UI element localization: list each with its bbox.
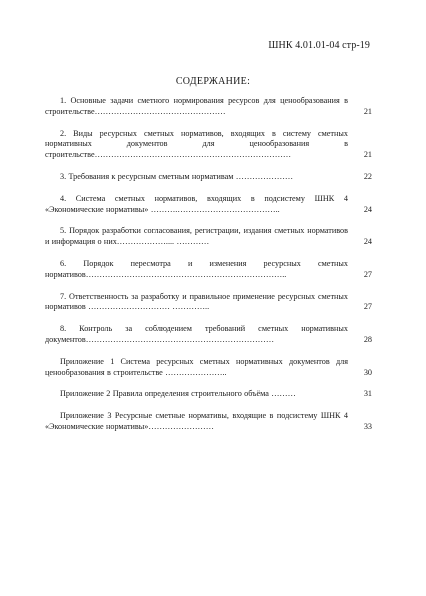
toc-entry-text: 8. Контроль за соблюдением требований сметных нормативных документов…………………………………………………………… bbox=[45, 324, 348, 344]
toc-title: СОДЕРЖАНИЕ: bbox=[175, 76, 251, 87]
toc-entry-appendix-1 bbox=[45, 357, 372, 379]
toc-entry-text: 7. Ответственность за разработку и правильное применение ресурсных сметных нормативов ………………………… ………….. bbox=[45, 291, 348, 312]
toc-entry-3 bbox=[45, 172, 372, 183]
toc-entry-page: 24 bbox=[363, 237, 372, 247]
toc-entry-page: 21 bbox=[363, 106, 372, 116]
toc-entry-text: 2. Виды ресурсных сметных нормативов, входящих в систему сметных нормативных документов для ценообразования в строительстве……………………………………………………………… bbox=[45, 128, 348, 160]
toc-entry-6 bbox=[45, 259, 372, 281]
toc-entry-page: 33 bbox=[363, 421, 372, 431]
toc-entry-text: 3. Требования к ресурсным сметным нормативам ………………… bbox=[60, 171, 294, 181]
toc-entry-page: 27 bbox=[363, 302, 372, 312]
toc-entry-page: 28 bbox=[363, 334, 372, 344]
table-of-contents bbox=[45, 96, 372, 444]
toc-entry-text: 4. Система сметных нормативов, входящих в подсистему ШНК 4 «Экономические нормативы» ……….……………………………….. bbox=[45, 193, 348, 214]
toc-entry-text: Приложение 3 Ресурсные сметные нормативы, входящие в подсистему ШНК 4 «Экономические нормативы»…………………… bbox=[45, 411, 348, 431]
page-header-code: ШНК 4.01.01-04 стр-19 bbox=[268, 40, 370, 51]
toc-entry-5 bbox=[45, 226, 372, 248]
toc-entry-text: 1. Основные задачи сметного нормирования ресурсов для ценообразования в строительстве………………………………………… bbox=[45, 96, 348, 116]
toc-entry-appendix-3 bbox=[45, 411, 372, 433]
toc-entry-page: 22 bbox=[363, 171, 372, 181]
toc-entry-page: 27 bbox=[363, 269, 372, 279]
toc-entry-text: Приложение 2 Правила определения строительного объёма ……… bbox=[60, 389, 296, 399]
toc-entry-appendix-2 bbox=[45, 389, 372, 400]
toc-entry-7 bbox=[45, 292, 372, 314]
toc-entry-page: 24 bbox=[363, 204, 372, 214]
toc-entry-text: Приложение 1 Система ресурсных сметных нормативных документов для ценообразования в строительстве ………………….. bbox=[45, 356, 348, 377]
toc-entry-2 bbox=[45, 129, 372, 161]
toc-entry-page: 31 bbox=[363, 389, 372, 399]
toc-entry-8 bbox=[45, 324, 372, 346]
toc-entry-page: 30 bbox=[363, 367, 372, 377]
toc-entry-text: 6. Порядок пересмотра и изменения ресурсных сметных нормативов……………………………………………………………….. bbox=[45, 258, 348, 279]
toc-entry-text: 5. Порядок разработки согласования, регистрации, издания сметных нормативов и информация о них……………….... ………… bbox=[45, 226, 348, 247]
toc-entry-1 bbox=[45, 96, 372, 118]
toc-entry-4 bbox=[45, 194, 372, 216]
toc-entry-page: 21 bbox=[363, 150, 372, 160]
